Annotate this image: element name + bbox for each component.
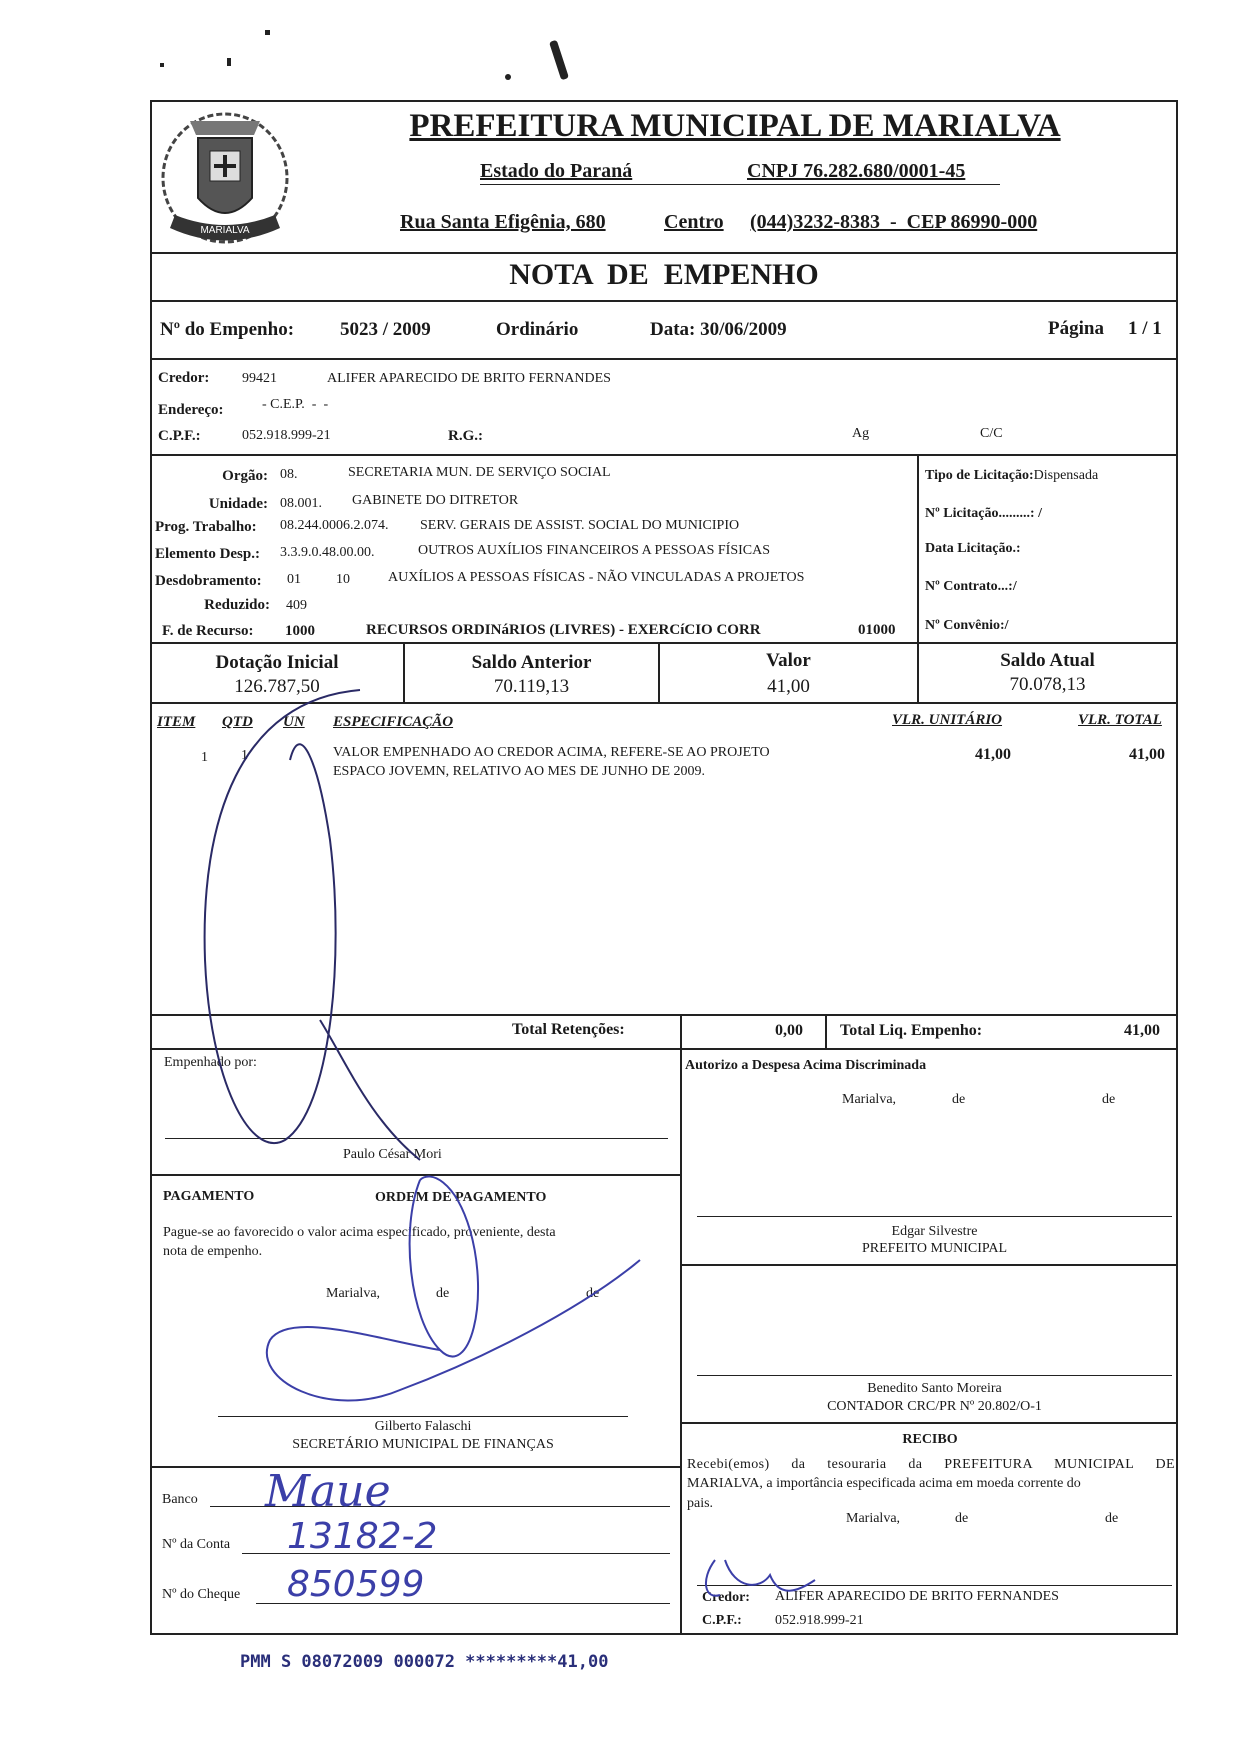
item-spec-line2: ESPACO JOVEMN, RELATIVO AO MES DE JUNHO DE 2009. [333,764,706,779]
prog-code: 08.244.0006.2.074. [280,518,389,533]
signature-line [165,1138,668,1139]
col-header-spec: ESPECIFICAÇÃO [333,714,454,730]
credor-label: Credor: [158,370,210,386]
divider [150,642,1178,644]
cpf-label: C.P.F.: [158,428,201,444]
autorizo-de1: de [952,1092,966,1107]
cheque-label: Nº do Cheque [162,1587,241,1602]
divider-vertical [680,1048,682,1635]
dotacao-label: Dotação Inicial [215,652,339,673]
saldo-atual-label: Saldo Atual [1000,650,1095,671]
divider [680,1422,1178,1424]
item-unit-value: 41,00 [975,746,1011,763]
banco-handwritten: Maue [265,1466,391,1517]
recibo-de1: de [955,1511,969,1526]
col-header-un: UN [283,714,305,730]
conta-handwritten: 13182-2 [287,1516,438,1557]
prog-label: Prog. Trabalho: [155,519,257,535]
prog-name: SERV. GERAIS DE ASSIST. SOCIAL DO MUNICIPIO [420,518,740,533]
licitacao-date: Data Licitação.: [925,541,1021,556]
licitacao-tipo-value: Dispensada [1033,468,1099,483]
recibo-cpf-label: C.P.F.: [702,1613,742,1628]
recibo-cpf-value: 052.918.999-21 [775,1613,864,1628]
cpf-value: 052.918.999-21 [242,428,331,443]
contador-signer: Benedito Santo Moreira [867,1381,1002,1396]
item-number: 1 [201,750,208,765]
autorizo-signer: Edgar Silvestre [891,1224,978,1239]
recibo-title: RECIBO [902,1432,958,1447]
pagamento-signer: Gilberto Falaschi [374,1419,472,1434]
conta-label: Nº da Conta [162,1537,231,1552]
scan-speck [265,30,270,35]
credor-name: ALIFER APARECIDO DE BRITO FERNANDES [327,371,611,386]
scan-speck [505,74,511,80]
unidade-name: GABINETE DO DITRETOR [352,493,519,508]
retencoes-value: 0,00 [775,1022,803,1039]
liquid-label: Total Liq. Empenho: [840,1022,983,1039]
orgao-name: SECRETARIA MUN. DE SERVIÇO SOCIAL [348,465,611,480]
pagamento-role: SECRETÁRIO MUNICIPAL DE FINANÇAS [292,1437,554,1452]
autorizo-role: PREFEITO MUNICIPAL [861,1241,1008,1256]
recibo-de2: de [1105,1511,1119,1526]
recibo-place: Marialva, [846,1511,901,1526]
scan-mark [549,40,569,81]
address-value: - C.E.P. - - [262,397,329,412]
empenho-number: 5023 / 2009 [340,319,431,340]
street-label: Rua Santa Efigênia, 680 [400,211,606,233]
saldo-atual-value: 70.078,13 [1009,674,1086,695]
signature-line [218,1416,628,1417]
pagamento-de1: de [436,1286,450,1301]
divider [150,1048,1178,1050]
reduzido-value: 409 [286,598,307,613]
valor-label: Valor [766,650,811,671]
empenhado-label: Empenhado por: [164,1055,257,1070]
unidade-code: 08.001. [280,496,322,511]
district-label: Centro [664,211,724,233]
pagamento-text2: nota de empenho. [163,1244,263,1259]
ordem-pagamento-label: ORDEM DE PAGAMENTO [375,1190,547,1205]
recibo-credor-name: ALIFER APARECIDO DE BRITO FERNANDES [775,1589,1059,1604]
unidade-label: Unidade: [208,496,268,512]
desdobramento-label: Desdobramento: [155,573,262,589]
signature-line [697,1216,1172,1217]
valor-value: 41,00 [767,676,810,697]
divider-vertical [825,1014,827,1048]
empenho-type: Ordinário [496,319,579,340]
recibo-text2: MARIALVA, a importância especificada acima em moeda corrente do [687,1476,1081,1491]
item-qtd: 1 [241,748,248,763]
desdobramento-code: 01 [287,572,301,587]
signature-line [697,1375,1172,1376]
divider [480,184,1000,185]
signature-line [697,1585,1172,1586]
saldo-anterior-value: 70.119,13 [493,676,570,697]
convenio-number: Nº Convênio:/ [925,618,1009,633]
autorizo-label: Autorizo a Despesa Acima Discriminada [685,1058,927,1073]
rg-label: R.G.: [448,428,483,444]
page-title: PREFEITURA MUNICIPAL DE MARIALVA [409,108,1061,144]
licitacao-tipo-label: Tipo de Licitação: [925,468,1034,483]
elemento-code: 3.3.9.0.48.00.00. [280,545,375,560]
cnpj-label: CNPJ 76.282.680/0001-45 [747,160,966,182]
credor-code: 99421 [242,371,277,386]
pagamento-place: Marialva, [326,1286,381,1301]
bank-stamp: PMM S 08072009 000072 *********41,00 [240,1652,609,1672]
banco-label: Banco [162,1492,198,1507]
scan-speck [160,63,164,67]
divider [150,300,1178,302]
doc-title: NOTA DE EMPENHO [509,258,819,291]
divider [150,1174,680,1176]
empenhado-signer: Paulo César Mori [343,1147,442,1162]
scan-speck [227,58,231,66]
state-label: Estado do Paraná [480,160,633,182]
recurso-code2: 01000 [858,622,896,638]
item-spec-line1: VALOR EMPENHADO AO CREDOR ACIMA, REFERE-SE AO PROJETO [333,745,770,760]
dotacao-value: 126.787,50 [234,676,320,697]
empenho-date: Data: 30/06/2009 [650,319,787,340]
divider [150,252,1178,254]
page-number-label: Página [1048,318,1104,339]
divider [150,1466,680,1468]
divider [150,702,1178,704]
retencoes-label: Total Retenções: [512,1021,625,1038]
recibo-text3: pais. [687,1496,714,1511]
elemento-name: OUTROS AUXÍLIOS FINANCEIROS A PESSOAS FÍSICAS [418,543,771,558]
orgao-label: Orgão: [222,468,268,484]
address-label: Endereço: [158,402,224,418]
phone-cep-label: (044)3232-8383 - CEP 86990-000 [750,211,1038,233]
desdobramento-name: AUXÍLIOS A PESSOAS FÍSICAS - NÃO VINCULADAS A PROJETOS [388,570,805,585]
reduzido-label: Reduzido: [204,597,270,613]
col-header-qtd: QTD [222,714,253,730]
svg-text:MARIALVA: MARIALVA [200,225,250,236]
divider-vertical [917,454,919,642]
recurso-label: F. de Recurso: [162,623,254,639]
divider [150,358,1178,360]
page-number: 1 / 1 [1128,318,1162,339]
divider-vertical [680,1014,682,1048]
cheque-handwritten: 850599 [287,1564,425,1605]
divider [680,1264,1178,1266]
recibo-credor-label: Credor: [702,1590,750,1605]
recurso-code: 1000 [285,623,315,639]
recurso-name: RECURSOS ORDINáRIOS (LIVRES) - EXERCíCIO CORR [366,622,761,638]
item-total-value: 41,00 [1129,746,1165,763]
cc-label: C/C [980,426,1003,441]
pagamento-label: PAGAMENTO [163,1189,255,1204]
liquid-value: 41,00 [1124,1022,1160,1039]
col-header-item: ITEM [157,714,196,730]
licitacao-tipo [925,468,1098,484]
licitacao-number: Nº Licitação.........: / [925,506,1042,521]
pagamento-text1: Pague-se ao favorecido o valor acima especificado, proveniente, desta [163,1225,556,1240]
saldo-anterior-label: Saldo Anterior [471,652,592,673]
elemento-label: Elemento Desp.: [155,546,260,562]
desdobramento-sub: 10 [336,572,350,587]
contrato-number: Nº Contrato...:/ [925,579,1017,594]
autorizo-place: Marialva, [842,1092,897,1107]
autorizo-de2: de [1102,1092,1116,1107]
coat-of-arms-logo [150,103,300,253]
divider [150,1014,1178,1016]
pagamento-de2: de [586,1286,600,1301]
orgao-code: 08. [280,467,298,482]
ag-label: Ag [852,426,870,441]
empenho-number-label: Nº do Empenho: [160,319,295,340]
recibo-text1: Recebi(emos) da tesouraria da PREFEITURA MUNICIPAL DE [687,1457,1175,1472]
contador-role: CONTADOR CRC/PR Nº 20.802/O-1 [827,1399,1042,1414]
col-header-total-value: VLR. TOTAL [1078,712,1162,728]
col-header-unit-value: VLR. UNITÁRIO [892,712,1003,728]
divider [150,454,1178,456]
